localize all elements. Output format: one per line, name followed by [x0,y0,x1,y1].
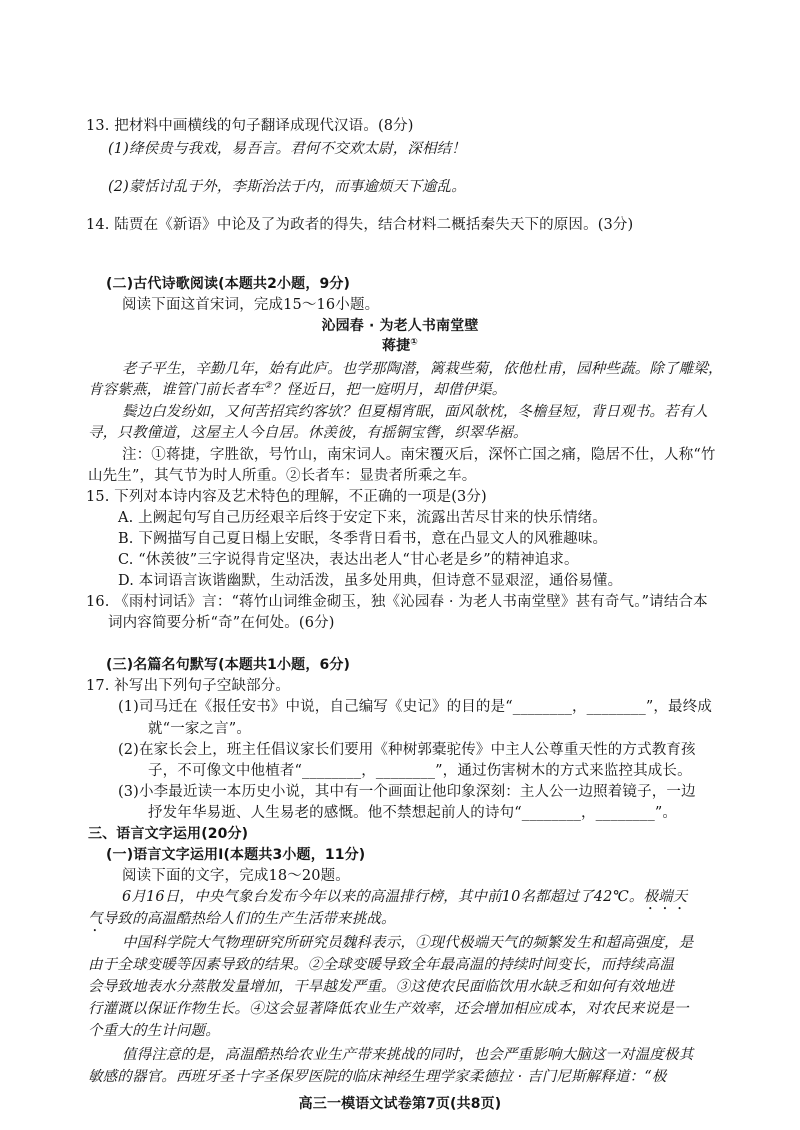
emphasized-phrase-cont: 气 [88,911,103,927]
section-dictation-heading: (三)名篇名句默写(本题共1小题，6分) [106,657,351,673]
q16-line-2: 词内容简要分析“奇”在何处。(6分) [108,615,335,631]
passage-p2-line-3: 会导致地表水分蒸散发量增加，干旱越发严重。③这使农民面临饮用水缺乏和如何有效地进 [88,979,674,995]
passage-p3-line-1: 值得注意的是，高温酷热给农业生产带来挑战的同时，也会严重影响大脑这一对温度极其 [122,1047,694,1063]
page-footer: 高三一模语文试卷第7页(共8页) [298,1096,502,1112]
passage-p2-line-1: 中国科学院大气物理研究所研究员魏科表示，①现代极端天气的频繁发生和超高强度，是 [122,935,694,951]
part3-instruction: 阅读下面的文字，完成18～20题。 [122,868,350,884]
passage-p1-line-2: 气导致的高温酷热给人们的生产生活带来挑战。 [88,911,396,927]
q15-option-b: B. 下阙描写自己夏日榻上安眠，冬季背日看书，意在凸显文人的风雅趣味。 [118,531,608,547]
q15-stem: 15. 下列对本诗内容及艺术特色的理解，不正确的一项是(3分) [86,489,487,505]
q15-option-d: D. 本词语言诙谐幽默，生动活泼，虽多处用典，但诗意不显艰涩，通俗易懂。 [118,573,623,589]
q14-title: 14. 陆贾在《新语》中论及了为政者的得失，结合材料二概括秦失天下的原因。(3分) [86,217,634,233]
part3-heading: 三、语言文字运用(20分) [88,826,249,842]
q17-part-1-line-1: (1)司马迁在《报任安书》中说，自己编写《史记》的目的是“________，________”，最终成 [118,699,713,715]
poem-note-2: 山先生”，其气节为时人所重。②长者车：显贵者所乘之车。 [88,468,477,484]
section-poetry-heading: (二)古代诗歌阅读(本题共2小题，9分) [106,276,351,292]
poetry-instruction: 阅读下面这首宋词，完成15～16小题。 [122,297,380,313]
passage-p2-line-2: 由于全球变暖等因素导致的结果。②全球变暖导致全年最高温的持续时间变长，而持续高温 [88,957,674,973]
poem-line-4: 寻，只教僮道，这屋主人今自居。休羡彼，有摇铜宝辔，织翠华裾。 [88,425,528,441]
q17-stem: 17. 补写出下列句子空缺部分。 [86,678,291,694]
author-note-mark: ① [410,337,419,348]
poem-line-2: 肯容紫燕，谁管门前长者车②？怪近日，把一庭明月，却借伊渠。 [88,381,507,398]
passage-p2-line-4: 行灌溉以保证作物生长。④这会显著降低农业生产效率，还会增加相应成本，对农民来说是一 [88,1001,689,1017]
q17-part-2-line-1: (2)在家长会上，班主任倡议家长们要用《种树郭橐驼传》中主人公尊重天性的方式教育孩 [118,742,696,758]
q17-part-3-line-1: (3)小李最近读一本历史小说，其中有一个画面让他印象深刻：主人公一边照着镜子，一边 [118,784,696,800]
poem-title: 沁园春 · 为老人书南堂壁 [321,318,479,334]
passage-p3-line-2: 敏感的器官。西班牙圣十字圣保罗医院的临床神经生理学家柔德拉 · 吉门尼斯解释道：“极 [88,1069,667,1085]
poem-note-1: 注：①蒋捷，字胜欲，号竹山，南宋词人。南宋覆灭后，深怀亡国之痛，隐居不仕，人称“竹 [122,447,716,463]
poem-line-3: 鬓边白发纷如，又何苦招宾约客欤？但夏榻宵眠，面风欹枕，冬檐昼短，背日观书。若有人 [122,404,708,420]
q16-line-1: 16. 《雨村词话》言：“蒋竹山词维金砌玉，独《沁园春 · 为老人书南堂壁》甚有奇气。”请结合本 [86,594,708,610]
q13-title: 13. 把材料中画横线的句子翻译成现代汉语。(8分) [86,118,414,134]
emphasized-phrase: 极端天 [643,889,688,905]
q17-part-3-line-2: 抒发年华易逝、人生易老的感慨。他不禁想起前人的诗句“________，________”。 [148,805,678,821]
q13-sentence-2: (2)蒙恬讨乱于外，李斯治法于内，而事逾烦天下逾乱。 [108,179,466,195]
q17-part-2-line-2: 子，不可像文中他植者“________，________”，通过伤害树木的方式来监控其成长。 [148,763,692,779]
q15-option-a: A. 上阙起句写自己历经艰辛后终于安定下来，流露出苦尽甘来的快乐情绪。 [118,510,607,526]
poem-line-1: 老子平生，辛勤几年，始有此庐。也学那陶潜，篱栽些菊，依他杜甫，园种些蔬。除了雕梁， [122,361,723,377]
q15-option-c: C. “休羡彼”三字说得肯定坚决，表达出老人“甘心老是乡”的精神追求。 [118,552,579,568]
passage-p2-line-5: 个重大的生计问题。 [88,1023,220,1039]
poem-author: 蒋捷① [381,337,419,354]
q13-sentence-1: (1)绛侯贵与我戏，易吾言。君何不交欢太尉，深相结！ [108,141,466,157]
part3-sub1-heading: (一)语言文字运用Ⅰ(本题共3小题，11分) [106,847,366,863]
note-mark-2: ② [263,381,273,392]
q17-part-1-line-2: 就“一家之言”。 [148,721,252,737]
passage-p1-line-1: 6月16日，中央气象台发布今年以来的高温排行榜，其中前10名都超过了42℃。极端天 [122,889,688,905]
